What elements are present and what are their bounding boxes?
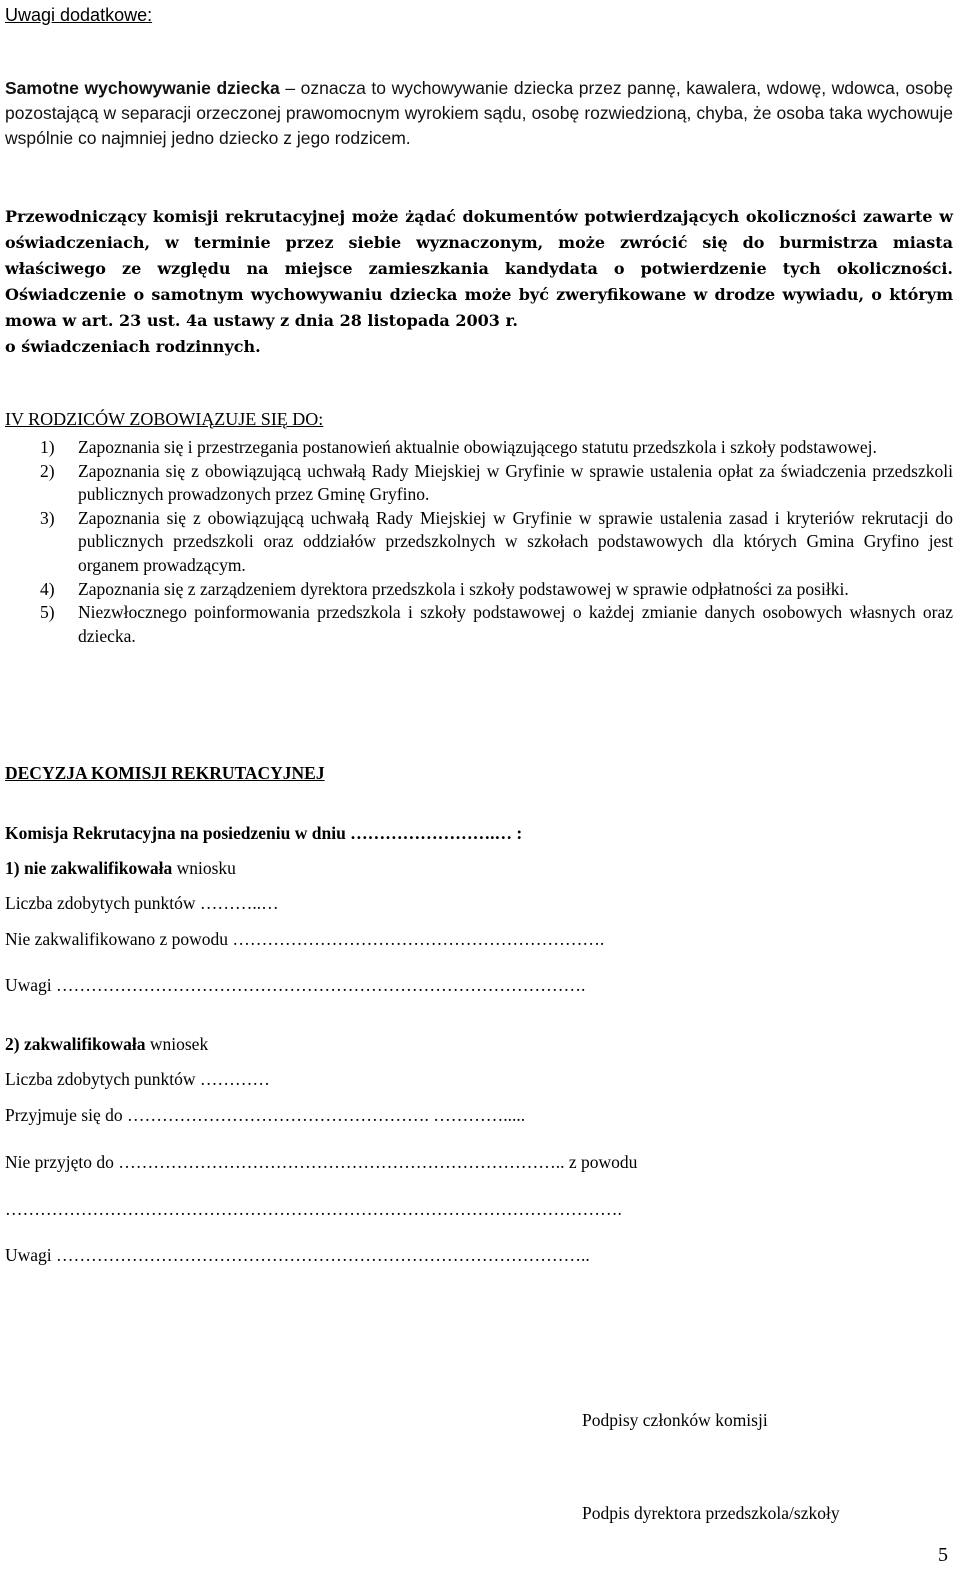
list-item — [0, 436, 953, 460]
list-item-text: Zapoznania się z obowiązującą uchwałą Rady Miejskiej w Gryfinie w sprawie ustalenia opłat za świadczenia przedszkoli publicznych prowadzonych przez Gminę Gryfino. — [78, 460, 953, 505]
option-number: 2) — [5, 1034, 24, 1054]
committee-chair-paragraph — [5, 204, 953, 360]
section-title: Uwagi dodatkowe: — [5, 5, 153, 25]
notes-field-1: Uwagi ………………………………………………………………………………. — [5, 975, 586, 995]
decision-heading: DECYZJA KOMISJI REKRUTACYJNEJ — [5, 763, 325, 783]
decision-option-not-qualified — [5, 858, 236, 879]
list-item-number: 3) — [40, 507, 55, 528]
option-rest: wniosek — [145, 1034, 209, 1054]
list-item — [0, 601, 953, 648]
list-item — [0, 460, 953, 507]
list-item-number: 1) — [40, 437, 55, 457]
single-parenting-definition — [5, 76, 953, 151]
points-field-1: Liczba zdobytych punktów ………..… — [5, 893, 279, 913]
list-item-text: Zapoznania się z obowiązującą uchwałą Rady Miejskiej w Gryfinie w sprawie ustalenia zasad i kryteriów rekrutacji do publicznych przedszkoli oraz oddziałów przedszkolnych w szkołach podstawowych dla których Gmina Gryfino jest organem prowadzącym. — [78, 507, 953, 575]
committee-signatures-label: Podpisy członków komisji — [582, 1410, 768, 1430]
list-item-text: Niezwłocznego poinformowania przedszkola i szkoły podstawowej o każdej zmianie danych osobowych własnych oraz dziecka. — [78, 602, 953, 646]
list-item-text: Zapoznania się i przestrzegania postanowień aktualnie obowiązującego statutu przedszkola i szkoły podstawowej. — [78, 437, 877, 457]
decision-meeting-line: Komisja Rekrutacyjna na posiedzeniu w dniu …………………….… : — [5, 823, 523, 843]
option-number: 1) — [5, 858, 24, 878]
list-item-number: 4) — [40, 578, 55, 599]
obligations-list — [0, 436, 953, 648]
director-signature-label: Podpis dyrektora przedszkola/szkoły — [582, 1503, 840, 1523]
option-rest: wniosku — [172, 858, 236, 878]
not-admitted-reason-label: z powodu — [568, 1152, 638, 1172]
page-number: 5 — [938, 1544, 948, 1566]
decision-option-qualified — [5, 1034, 208, 1055]
not-admitted-text: Nie przyjęto do ………………………………………………………………….. — [5, 1152, 569, 1172]
list-item-text: Zapoznania się z zarządzeniem dyrektora przedszkola i szkoły podstawowej w sprawie odpłatności za posiłki. — [78, 578, 849, 599]
points-field-2: Liczba zdobytych punktów ………… — [5, 1069, 270, 1089]
obligations-heading: IV RODZICÓW ZOBOWIĄZUJE SIĘ DO: — [5, 409, 324, 429]
list-item — [0, 507, 953, 578]
admitted-field: Przyjmuje się do ……………………………………………. …………..... — [5, 1105, 526, 1125]
not-admitted-field — [5, 1152, 637, 1173]
list-item-number: 5) — [40, 602, 55, 623]
committee-chair-text: Przewodniczący komisji rekrutacyjnej może żądać dokumentów potwierdzających okoliczności zawarte w oświadczeniach, w terminie przez siebie wyznaczonym, może zwrócić się do burmistrza miasta właściwego ze względu na miejsce zamieszkania kandydata o potwierdzenie tych okoliczności. Oświadczenie o samotnym wychowywaniu dziecka może być zweryfikowane w drodze wywiadu, o którym mowa w art. 23 ust. 4a ustawy z dnia 28 listopada 2003 r. — [5, 207, 953, 330]
list-item — [0, 578, 953, 602]
option-label: nie zakwalifikowała — [23, 858, 173, 878]
definition-text: – oznacza to wychowywanie dziecka przez pannę, kawalera, wdowę, wdowca, osobę pozostającą w separacji orzeczonej prawomocnym wyrokiem sądu, osobę rozwiedzioną, chyba, że osoba taka wychowuje wspólnie co najmniej jedno dziecko z jego rodzicem. — [5, 78, 953, 148]
reason-blank-line: ……………………………………………………………………………………………. — [5, 1199, 622, 1219]
list-item-number: 2) — [40, 460, 55, 481]
committee-chair-last-line: o świadczeniach rodzinnych. — [5, 337, 261, 356]
option-label: zakwalifikowała — [23, 1034, 146, 1054]
reason-field: Nie zakwalifikowano z powodu ………………………………………………………. — [5, 929, 605, 949]
definition-term: Samotne wychowywanie dziecka — [5, 78, 280, 98]
notes-field-2: Uwagi ……………………………………………………………………………….. — [5, 1245, 590, 1265]
